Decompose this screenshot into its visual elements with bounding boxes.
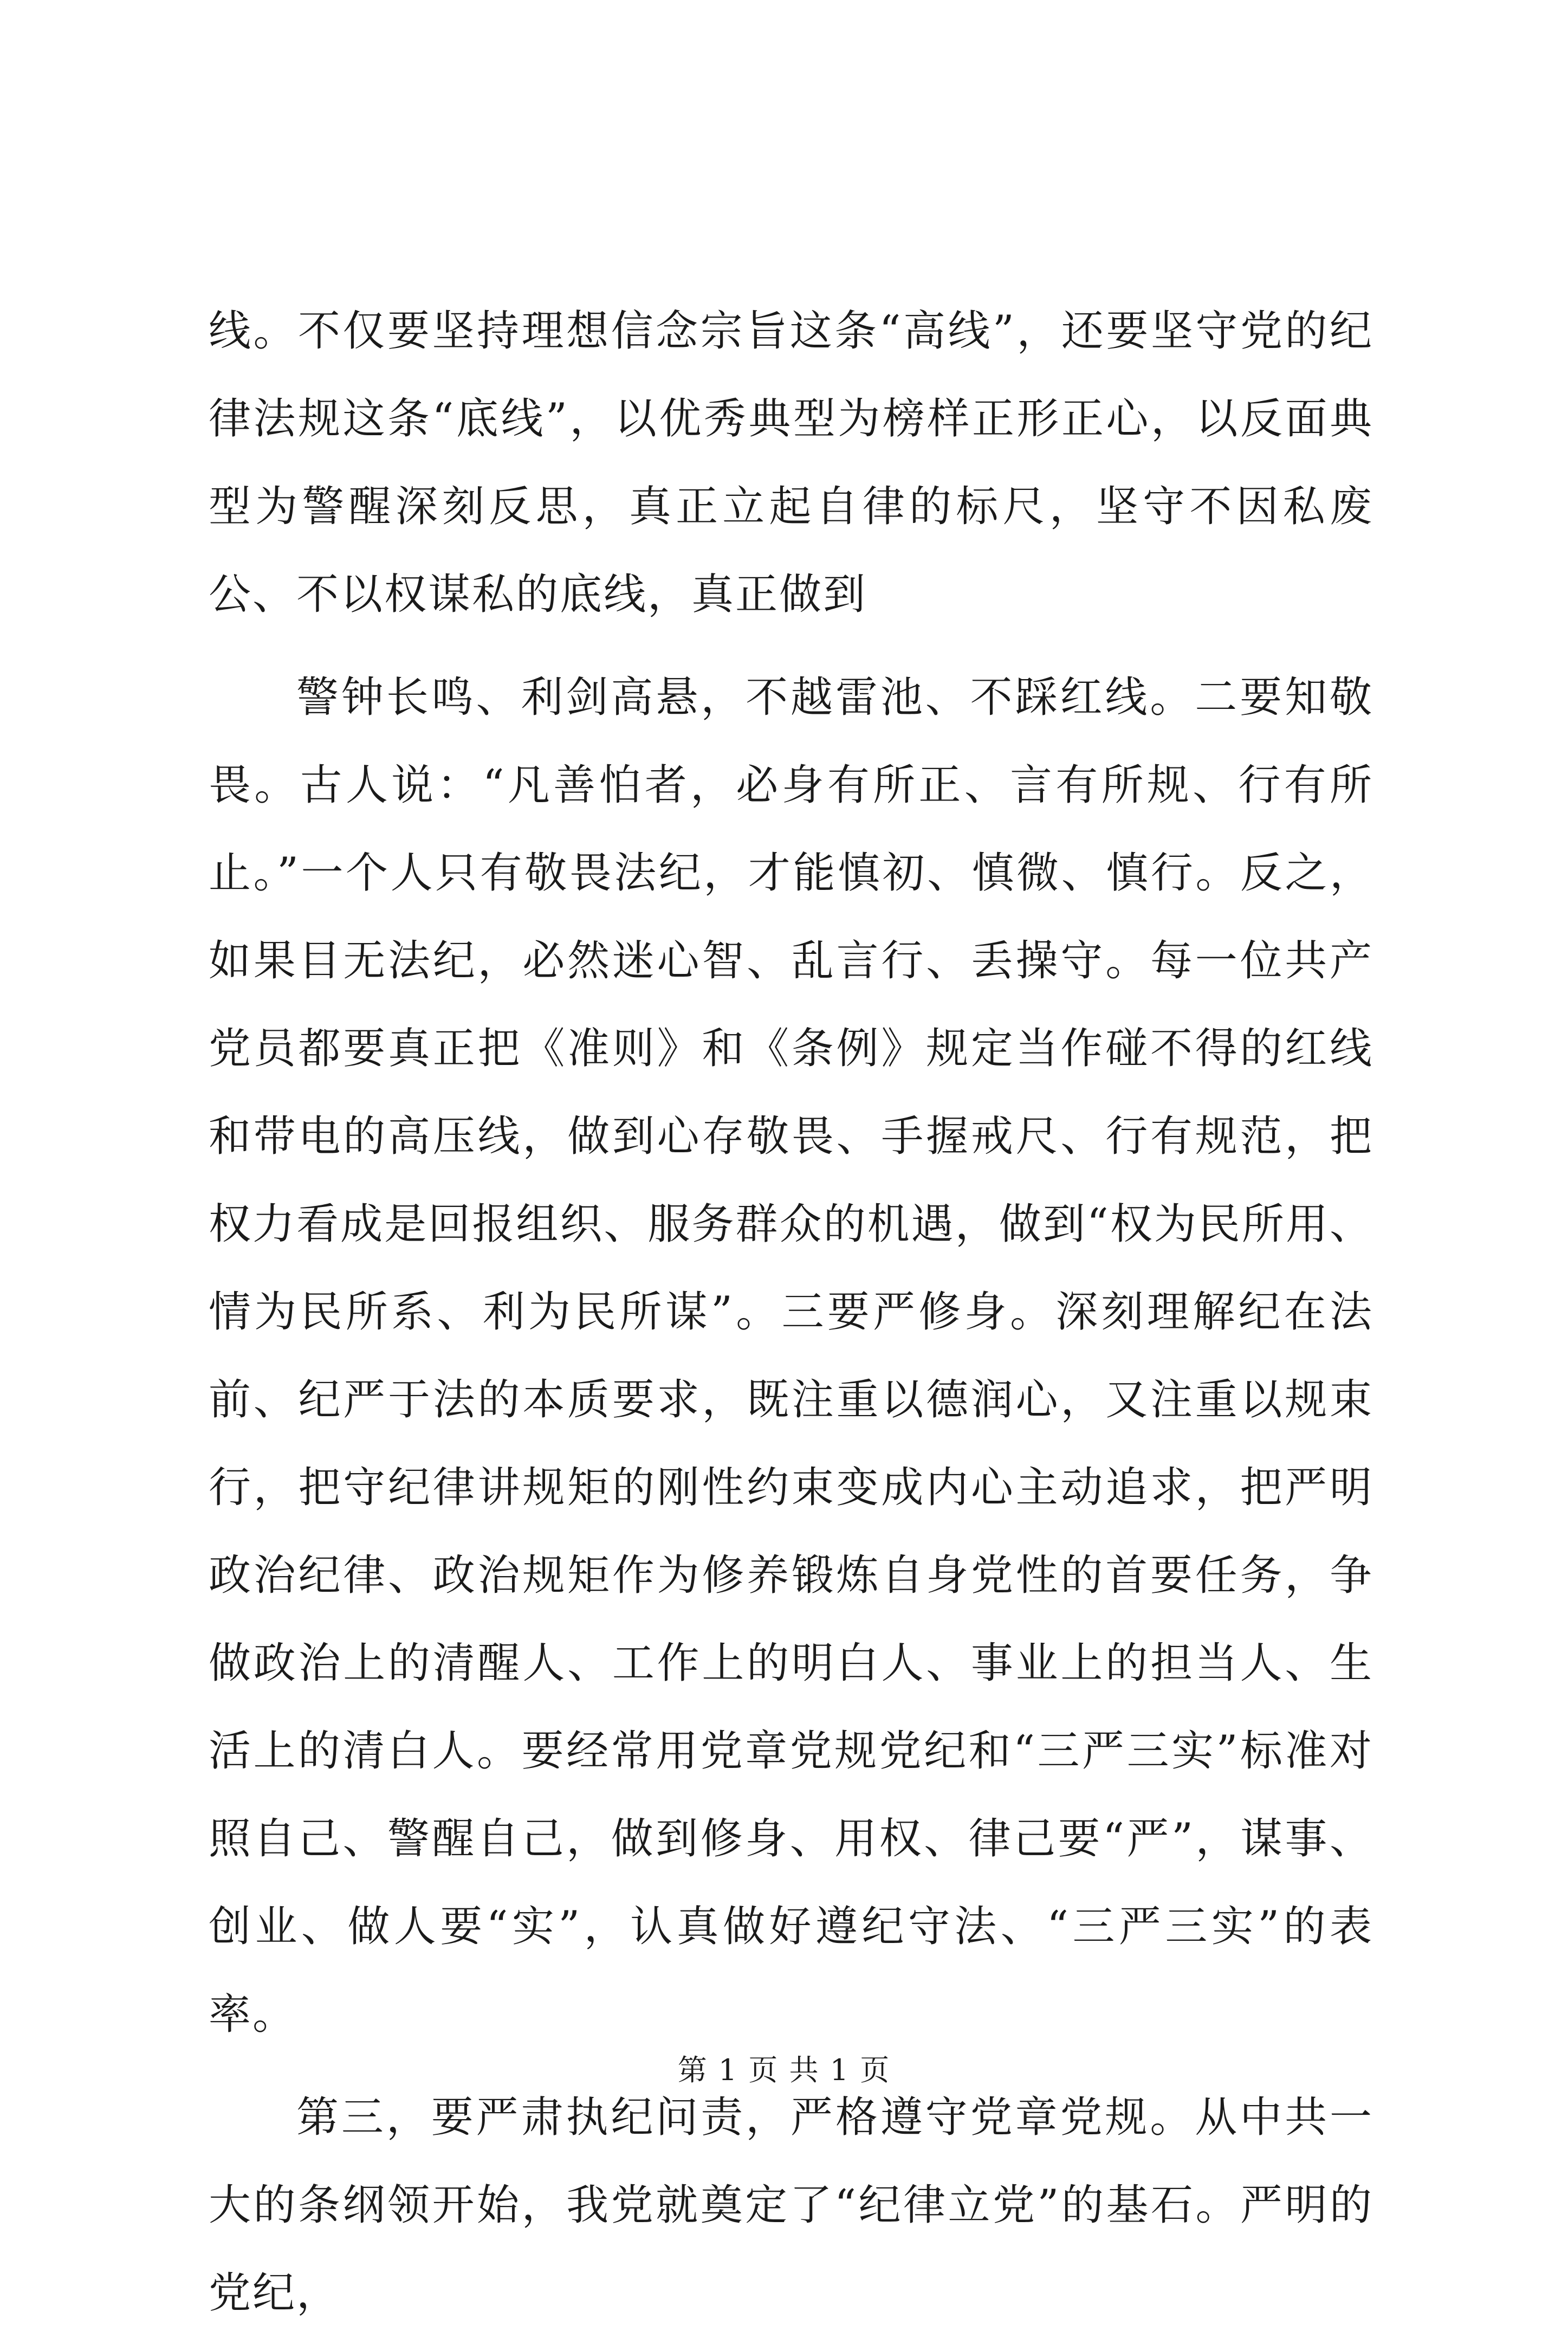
page-footer: 第 1 页 共 1 页 — [677, 2053, 891, 2087]
document-body — [209, 287, 1373, 2337]
paragraph-third-point: 第三，要严肃执纪问责，严格遵守党章党规。从中共一大的条纲领开始，我党就奠定了“纪律立党”的基石。严明的党纪， — [209, 2093, 1373, 2317]
paragraph-know-awe: 警钟长鸣、利剑高悬，不越雷池、不踩红线。二要知敬畏。古人说：“凡善怕者，必身有所正、言有所规、行有所止。”一个人只有敬畏法纪，才能慎初、慎微、慎行。反之，如果目无法纪，必然迷心智、乱言行、丢操守。每一位共产党员都要真正把《准则》和《条例》规定当作碰不得的红线和带电的高压线，做到心存敬畏、手握戒尺、行有规范，把权力看成是回报组织、服务群众的机遇，做到“权为民所用、情为民所系、利为民所谋”。三要严修身。深刻理解纪在法前、纪严于法的本质要求，既注重以德润心，又注重以规束行，把守纪律讲规矩的刚性约束变成内心主动追求，把严明政治纪律、政治规矩作为修养锻炼自身党性的首要任务，争做政治上的清醒人、工作上的明白人、事业上的担当人、生活上的清白人。要经常用党章党规党纪和“三严三实”标准对照自己、警醒自己，做到修身、用权、律己要“严”，谋事、创业、做人要“实”，认真做好遵纪守法、“三严三实”的表率。 — [209, 673, 1373, 2039]
paragraph-continuation: 线。不仅要坚持理想信念宗旨这条“高线”，还要坚守党的纪律法规这条“底线”，以优秀典型为榜样正形正心，以反面典型为警醒深刻反思，真正立起自律的标尺，坚守不因私废公、不以权谋私的底线，真正做到 — [209, 307, 1373, 619]
